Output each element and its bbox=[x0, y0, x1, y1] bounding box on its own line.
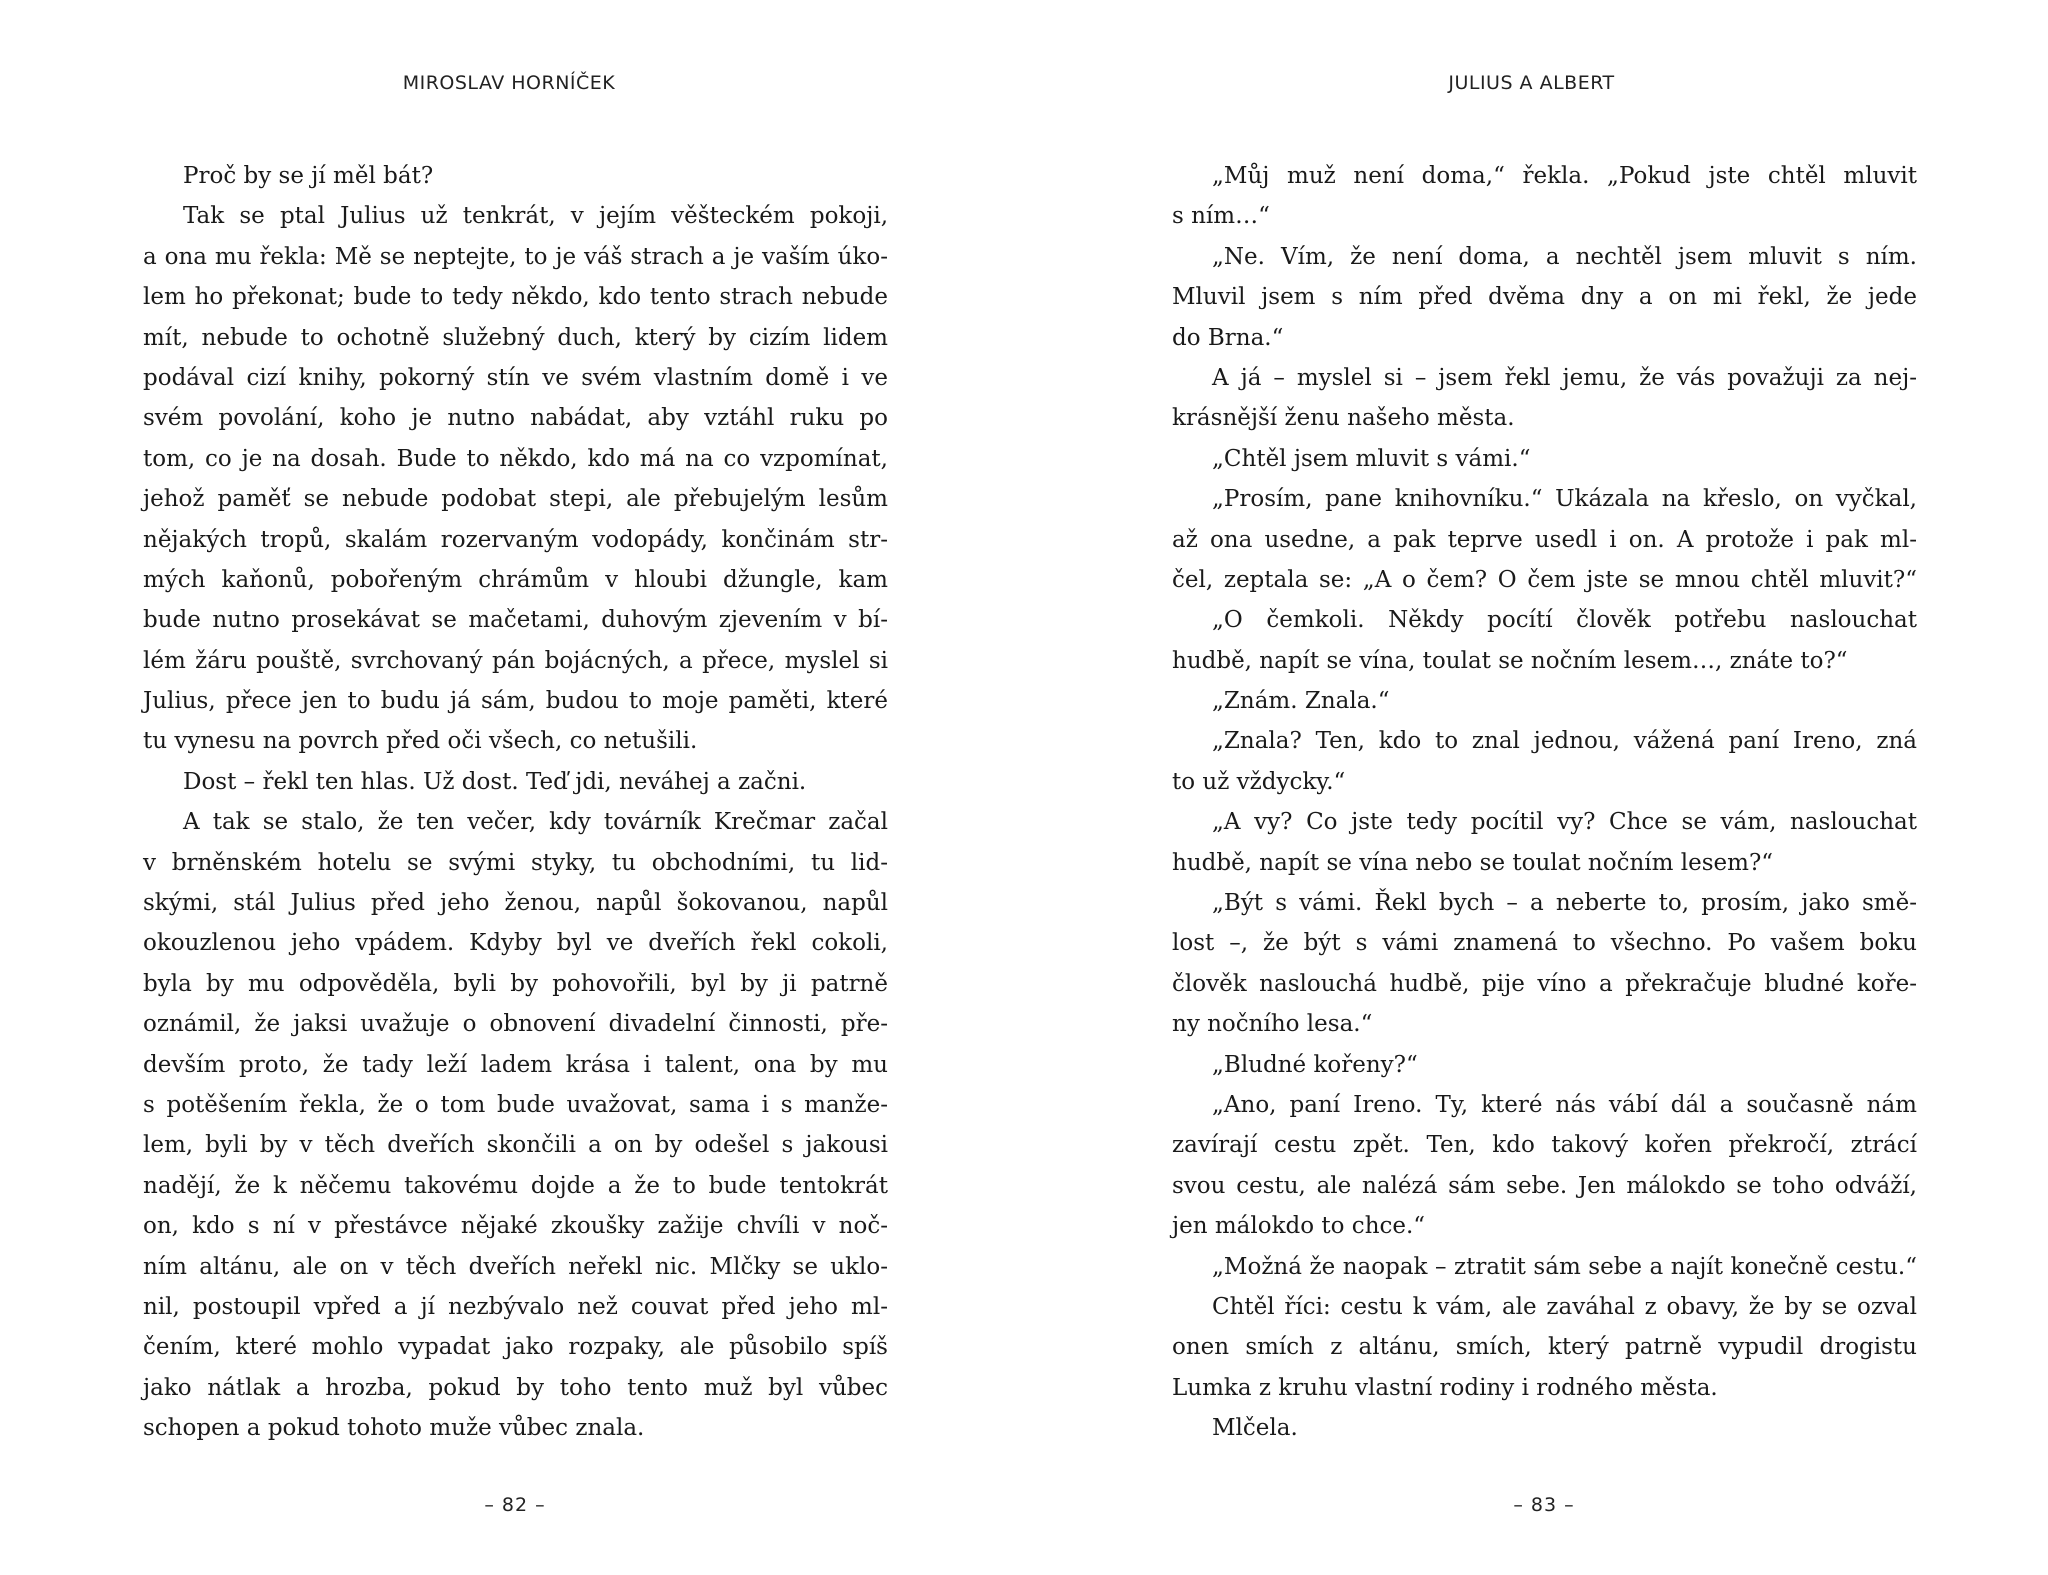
text-line: „A vy? Co jste tedy pocítil vy? Chce se vám, naslouchat bbox=[1212, 809, 1917, 836]
text-line: do Brna.“ bbox=[1172, 324, 1284, 351]
text-line: „Prosím, pane knihovníku.“ Ukázala na křeslo, on vyčkal, bbox=[1212, 486, 1917, 513]
text-line: svou cestu, ale nalézá sám sebe. Jen málokdo se toho odváží, bbox=[1172, 1172, 1917, 1199]
text-line: lém žáru pouště, svrchovaný pán bojácných, a přece, myslel si bbox=[143, 647, 888, 674]
text-line: lost –, že být s vámi znamená to všechno. Po vašem boku bbox=[1172, 930, 1917, 957]
text-line: byla by mu odpověděla, byli by pohovořili, byl by ji patrně bbox=[143, 970, 888, 997]
text-line: jen málokdo to chce.“ bbox=[1172, 1213, 1426, 1240]
text-line: ny nočního lesa.“ bbox=[1172, 1011, 1373, 1038]
text-line: „Bludné kořeny?“ bbox=[1212, 1051, 1418, 1078]
page-number-left: – 82 – bbox=[484, 1494, 546, 1516]
text-line: čením, které mohlo vypadat jako rozpaky, ale působilo spíš bbox=[143, 1334, 888, 1361]
text-line: až ona usedne, a pak teprve usedl i on. A protože i pak ml- bbox=[1172, 526, 1917, 553]
text-line: lem ho překonat; bude to tedy někdo, kdo tento strach nebude bbox=[143, 284, 888, 311]
text-line: Lumka z kruhu vlastní rodiny i rodného města. bbox=[1172, 1374, 1718, 1401]
text-line: „Chtěl jsem mluvit s vámi.“ bbox=[1212, 445, 1531, 472]
text-line: onen smích z altánu, smích, který patrně vypudil drogistu bbox=[1172, 1334, 1917, 1361]
text-line: devším proto, že tady leží ladem krása i talent, ona by mu bbox=[143, 1051, 888, 1078]
text-line: hudbě, napít se vína nebo se toulat nočním lesem?“ bbox=[1172, 849, 1774, 876]
text-line: v brněnském hotelu se svými styky, tu obchodními, tu lid- bbox=[143, 849, 888, 876]
text-line: s potěšením řekla, že o tom bude uvažovat, sama i s manže- bbox=[143, 1091, 888, 1118]
text-line: Dost – řekl ten hlas. Už dost. Teď jdi, neváhej a začni. bbox=[183, 768, 807, 795]
text-line: „Být s vámi. Řekl bych – a neberte to, prosím, jako smě- bbox=[1212, 890, 1917, 917]
text-line: „Můj muž není doma,“ řekla. „Pokud jste chtěl mluvit bbox=[1212, 163, 1917, 189]
text-line: čel, zeptala se: „A o čem? O čem jste se mnou chtěl mluvit?“ bbox=[1172, 566, 1917, 593]
text-line: krásnější ženu našeho města. bbox=[1172, 405, 1515, 432]
text-line: jehož paměť se nebude podobat stepi, ale přebujelým lesům bbox=[143, 486, 888, 513]
text-line: „Ne. Vím, že není doma, a nechtěl jsem mluvit s ním. bbox=[1212, 243, 1917, 270]
text-line: Mlčela. bbox=[1212, 1415, 1298, 1442]
text-line: lem, byli by v těch dveřích skončili a on by odešel s jakousi bbox=[143, 1132, 888, 1159]
text-line: skými, stál Julius před jeho ženou, napůl šokovanou, napůl bbox=[143, 890, 888, 917]
text-line: schopen a pokud tohoto muže vůbec znala. bbox=[143, 1415, 645, 1442]
text-line: „Znala? Ten, kdo to znal jednou, vážená paní Ireno, zná bbox=[1212, 728, 1917, 755]
text-line: jako nátlak a hrozba, pokud by toho tento muž byl vůbec bbox=[143, 1374, 888, 1401]
text-line: „O čemkoli. Někdy pocítí člověk potřebu naslouchat bbox=[1212, 607, 1917, 634]
text-line: tu vynesu na povrch před oči všech, co netušili. bbox=[143, 728, 698, 755]
text-line: s ním…“ bbox=[1172, 203, 1270, 230]
text-line: „Možná že naopak – ztratit sám sebe a najít konečně cestu.“ bbox=[1212, 1253, 1917, 1280]
text-line: on, kdo s ní v přestávce nějaké zkoušky zažije chvíli v noč- bbox=[143, 1213, 888, 1240]
text-line: A já – myslel si – jsem řekl jemu, že vás považuji za nej- bbox=[1212, 364, 1917, 391]
text-line: A tak se stalo, že ten večer, kdy továrník Krečmar začal bbox=[183, 809, 888, 836]
text-line: ním altánu, ale on v těch dveřích neřekl nic. Mlčky se uklo- bbox=[143, 1253, 888, 1280]
text-line: a ona mu řekla: Mě se neptejte, to je váš strach a je vaším úko- bbox=[143, 243, 888, 270]
page-number-right: – 83 – bbox=[1513, 1494, 1575, 1516]
text-line: podával cizí knihy, pokorný stín ve svém vlastním domě i ve bbox=[143, 364, 888, 391]
text-line: „Ano, paní Ireno. Ty, které nás vábí dál a současně nám bbox=[1212, 1091, 1917, 1118]
text-line: Julius, přece jen to budu já sám, budou to moje paměti, které bbox=[143, 688, 888, 715]
text-line: Chtěl říci: cestu k vám, ale zaváhal z obavy, že by se ozval bbox=[1212, 1293, 1917, 1320]
right-page-body-text bbox=[1172, 156, 1917, 1449]
text-line: mých kaňonů, pobořeným chrámům v hloubi džungle, kam bbox=[143, 566, 888, 593]
text-line: mít, nebude to ochotně služebný duch, který by cizím lidem bbox=[143, 324, 888, 351]
text-line: nadějí, že k něčemu takovému dojde a že to bude tentokrát bbox=[143, 1172, 888, 1199]
right-page bbox=[1024, 0, 2048, 1575]
text-line: člověk naslouchá hudbě, pije víno a překračuje bludné koře- bbox=[1172, 970, 1917, 997]
text-line: nil, postoupil vpřed a jí nezbývalo než couvat před jeho ml- bbox=[143, 1293, 888, 1320]
text-line: Proč by se jí měl bát? bbox=[183, 163, 434, 189]
running-head-author: MIROSLAV HORNÍČEK bbox=[402, 72, 616, 94]
text-line: zavírají cestu zpět. Ten, kdo takový kořen překročí, ztrácí bbox=[1172, 1132, 1917, 1159]
text-line: bude nutno prosekávat se mačetami, duhovým zjevením v bí- bbox=[143, 607, 888, 634]
text-line: hudbě, napít se vína, toulat se nočním lesem…, znáte to?“ bbox=[1172, 647, 1848, 674]
text-line: to už vždycky.“ bbox=[1172, 768, 1346, 795]
text-line: svém povolání, koho je nutno nabádat, aby vztáhl ruku po bbox=[143, 405, 888, 432]
text-line: Mluvil jsem s ním před dvěma dny a on mi řekl, že jede bbox=[1172, 284, 1917, 311]
text-line: „Znám. Znala.“ bbox=[1212, 688, 1390, 715]
running-head-title: JULIUS A ALBERT bbox=[1448, 72, 1615, 94]
text-line: oznámil, že jaksi uvažuje o obnovení divadelní činnosti, pře- bbox=[143, 1011, 888, 1038]
left-page-body-text bbox=[143, 156, 888, 1449]
text-line: tom, co je na dosah. Bude to někdo, kdo má na co vzpomínat, bbox=[143, 445, 888, 472]
text-line: nějakých tropů, skalám rozervaným vodopády, končinám str- bbox=[143, 526, 888, 553]
text-line: okouzlenou jeho vpádem. Kdyby byl ve dveřích řekl cokoli, bbox=[143, 930, 888, 957]
text-line: Tak se ptal Julius už tenkrát, v jejím věšteckém pokoji, bbox=[183, 203, 888, 230]
